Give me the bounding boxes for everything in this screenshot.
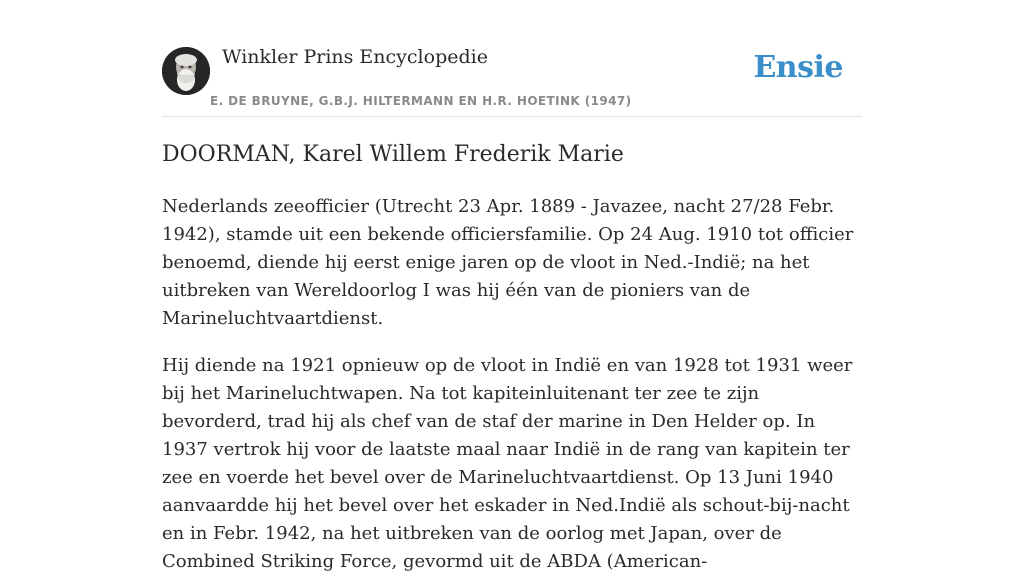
ensie-logo[interactable]: Ensie xyxy=(753,50,843,85)
source-authors: E. DE BRUYNE, G.B.J. HILTERMANN EN H.R. HOETINK (1947) xyxy=(210,94,632,108)
entry-paragraph-2: Hij diende na 1921 opnieuw op de vloot in Indië en van 1928 tot 1931 weer bij het Marineluchtwapen. Na tot kapiteinluitenant ter zee te zijn bevorderd, trad hij als chef van de staf der marine in Den Helder op. In 1937 vertrok hij voor de laatste maal naar Indië in de rang van kapitein ter zee en voerde het bevel over de Marineluchtvaartdienst. Op 13 Juni 1940 aanvaardde hij het bevel over het eskader in Ned.Indië als schout-bij-nacht en in Febr. 1942, na het uitbreken van de oorlog met Japan, over de Combined Striking Force, gevormd uit de ABDA (American- xyxy=(162,355,853,572)
author-avatar-icon[interactable] xyxy=(162,47,210,95)
entry-paragraph-1: Nederlands zeeofficier (Utrecht 23 Apr. 1889 - Javazee, nacht 27/28 Febr. 1942), stamde uit een bekende officiersfamilie. Op 24 Aug. 1910 tot officier benoemd, diende hij eerst enige jaren op de vloot in Ned.-Indië; na het uitbreken van Wereldoorlog I was hij één van de pioniers van de Marineluchtvaartdienst. xyxy=(162,196,854,329)
source-title-link[interactable]: Winkler Prins Encyclopedie xyxy=(222,46,488,68)
portrait-icon xyxy=(162,47,210,95)
entry-title: DOORMAN, Karel Willem Frederik Marie xyxy=(162,142,624,167)
page xyxy=(162,0,862,576)
source-header xyxy=(162,0,862,117)
